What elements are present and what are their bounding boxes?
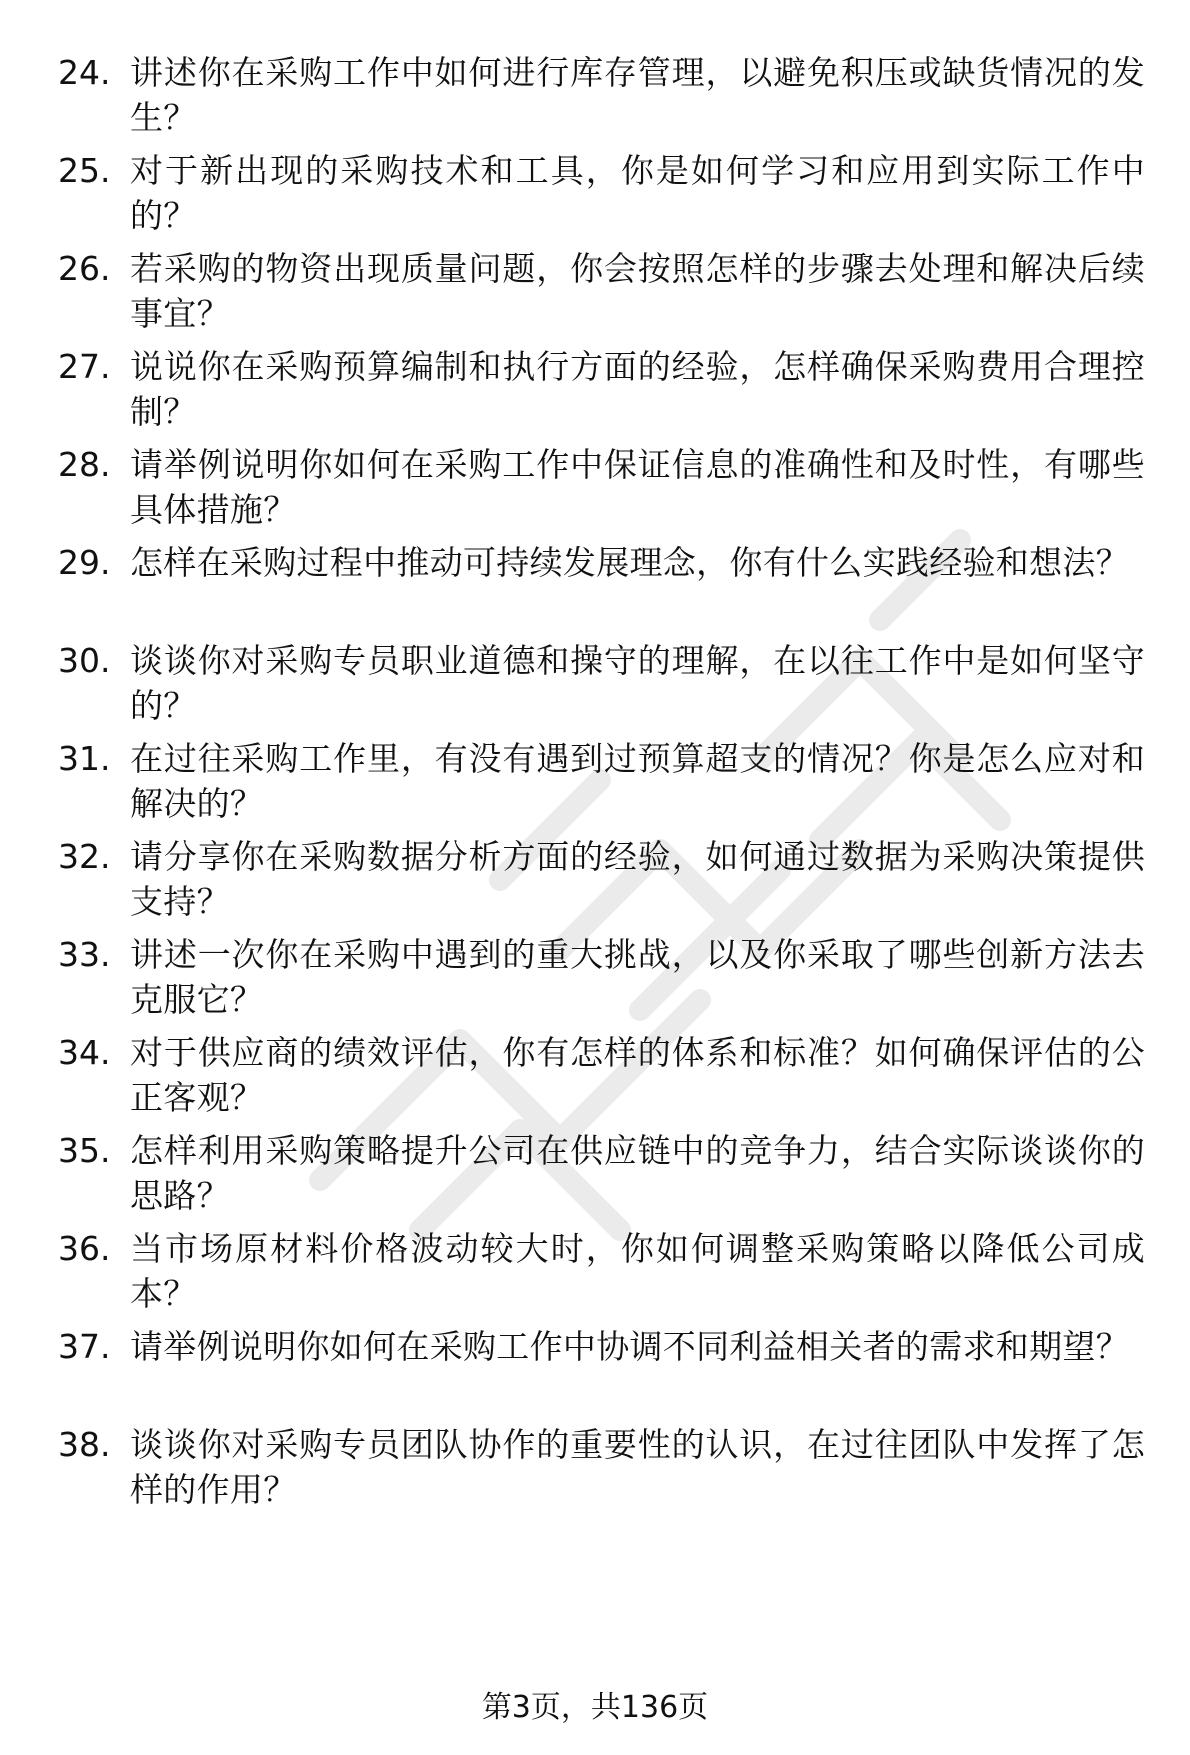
question-text: 请分享你在采购数据分析方面的经验，如何通过数据为采购决策提供支持？ [130, 837, 1145, 921]
question-number: 31. [58, 739, 111, 778]
question-item [0, 148, 1190, 248]
question-number: 37. [58, 1327, 111, 1366]
question-text: 讲述一次你在采购中遇到的重大挑战，以及你采取了哪些创新方法去克服它？ [130, 935, 1145, 1019]
question-text: 谈谈你对采购专员职业道德和操守的理解，在以往工作中是如何坚守的？ [130, 641, 1145, 725]
question-text: 对于新出现的采购技术和工具，你是如何学习和应用到实际工作中的？ [130, 151, 1145, 235]
question-item [0, 1422, 1190, 1522]
question-text: 请举例说明你如何在采购工作中保证信息的准确性和及时性，有哪些具体措施？ [130, 445, 1145, 529]
question-number: 26. [58, 249, 111, 288]
question-number: 27. [58, 347, 111, 386]
question-number: 28. [58, 445, 111, 484]
question-text: 怎样利用采购策略提升公司在供应链中的竞争力，结合实际谈谈你的思路？ [130, 1131, 1145, 1215]
question-item [0, 932, 1190, 1032]
question-text: 谈谈你对采购专员团队协作的重要性的认识，在过往团队中发挥了怎样的作用？ [130, 1425, 1145, 1509]
question-item [0, 638, 1190, 738]
question-item [0, 50, 1190, 150]
question-number: 32. [58, 837, 111, 876]
question-text: 讲述你在采购工作中如何进行库存管理，以避免积压或缺货情况的发生？ [130, 53, 1145, 137]
question-text: 对于供应商的绩效评估，你有怎样的体系和标准？如何确保评估的公正客观？ [130, 1033, 1145, 1117]
question-item [0, 540, 1190, 640]
question-text: 怎样在采购过程中推动可持续发展理念，你有什么实践经验和想法？ [130, 543, 1129, 582]
question-item [0, 1324, 1190, 1424]
question-number: 30. [58, 641, 111, 680]
question-text: 请举例说明你如何在采购工作中协调不同利益相关者的需求和期望？ [130, 1327, 1129, 1366]
question-number: 34. [58, 1033, 111, 1072]
question-text: 若采购的物资出现质量问题，你会按照怎样的步骤去处理和解决后续事宜？ [130, 249, 1145, 333]
question-number: 38. [58, 1425, 111, 1464]
question-number: 29. [58, 543, 111, 582]
page-number-footer: 第3页，共136页 [481, 1690, 709, 1725]
question-item [0, 442, 1190, 542]
question-item [0, 834, 1190, 934]
question-number: 24. [58, 53, 111, 92]
question-item [0, 344, 1190, 444]
question-text: 当市场原材料价格波动较大时，你如何调整采购策略以降低公司成本？ [130, 1229, 1145, 1313]
question-number: 25. [58, 151, 111, 190]
question-item [0, 1226, 1190, 1326]
question-item [0, 1128, 1190, 1228]
question-number: 35. [58, 1131, 111, 1170]
question-text: 在过往采购工作里，有没有遇到过预算超支的情况？你是怎么应对和解决的？ [130, 739, 1145, 823]
question-item [0, 736, 1190, 836]
question-item [0, 1030, 1190, 1130]
question-item [0, 246, 1190, 346]
question-number: 33. [58, 935, 111, 974]
question-number: 36. [58, 1229, 111, 1268]
question-text: 说说你在采购预算编制和执行方面的经验，怎样确保采购费用合理控制？ [130, 347, 1145, 431]
